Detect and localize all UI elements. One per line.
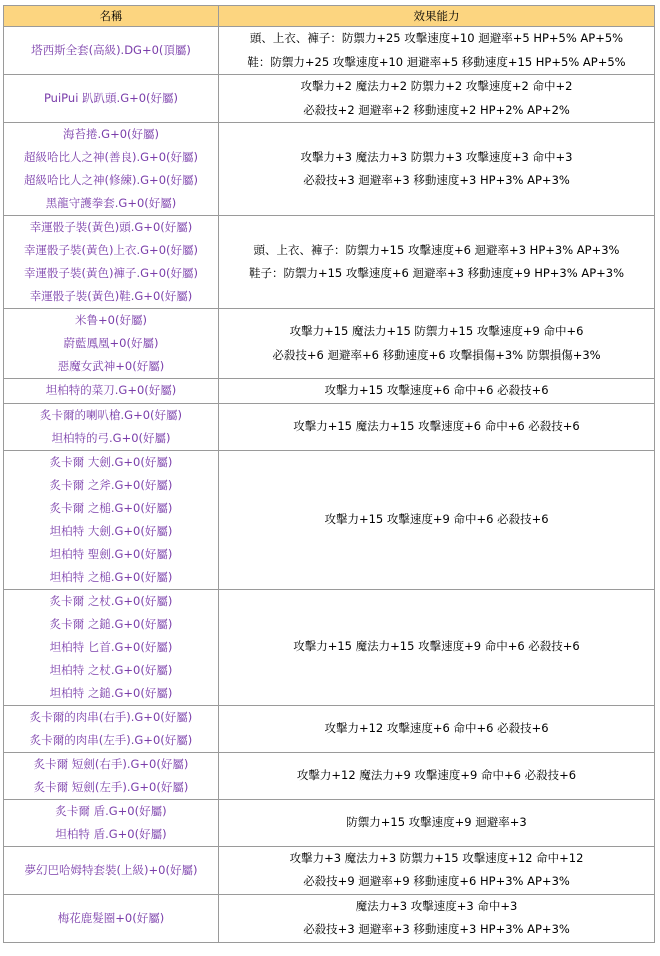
table-row xyxy=(4,799,655,846)
effect-cell xyxy=(219,589,655,705)
effect-text: 必殺技+3 迴避率+3 移動速度+3 HP+3% AP+3% xyxy=(303,173,570,187)
item-name: 塔西斯全套(高級).DG+0(頂屬) xyxy=(31,43,191,57)
table-row xyxy=(4,75,655,123)
item-name-cell xyxy=(4,589,219,705)
item-name: 炙卡爾的喇叭槍.G+0(好屬) xyxy=(40,407,182,422)
table-row xyxy=(4,589,655,705)
item-name: 夢幻巴哈姆特套裝(上級)+0(好屬) xyxy=(24,862,198,877)
table-row xyxy=(4,846,655,894)
table-row xyxy=(4,27,655,75)
item-name: 坦柏特的弓.G+0(好屬) xyxy=(51,430,171,445)
effect-cell xyxy=(219,309,655,379)
item-name: 炙卡爾的肉串(右手).G+0(好屬) xyxy=(29,709,193,724)
effect-text: 魔法力+3 攻擊速度+3 命中+3 xyxy=(355,898,518,913)
item-name-cell xyxy=(4,309,219,379)
item-name-cell xyxy=(4,846,219,894)
effect-text: 必殺技+9 迴避率+9 移動速度+6 HP+3% AP+3% xyxy=(303,874,570,888)
item-name: 坦柏特 聖劍.G+0(好屬) xyxy=(49,546,173,561)
item-name-cell xyxy=(4,894,219,942)
table-row xyxy=(4,123,655,216)
item-name-cell xyxy=(4,75,219,123)
item-name: 海苔捲.G+0(好屬) xyxy=(63,127,159,141)
item-name: 坦柏特 盾.G+0(好屬) xyxy=(55,826,167,841)
effect-cell xyxy=(219,216,655,309)
table-row xyxy=(4,216,655,309)
effect-text: 攻擊力+15 魔法力+15 攻擊速度+6 命中+6 必殺技+6 xyxy=(293,418,580,433)
item-name: 幸運骰子裝(黃色)上衣.G+0(好屬) xyxy=(24,243,198,257)
table-body xyxy=(4,27,655,943)
effect-cell xyxy=(219,752,655,799)
item-name: 幸運骰子裝(黃色)頭.G+0(好屬) xyxy=(29,220,193,234)
item-name: 惡魔女武神+0(好屬) xyxy=(57,359,165,373)
item-name: 梅花鹿髮圈+0(好屬) xyxy=(57,910,165,925)
table-row xyxy=(4,450,655,589)
effect-text: 攻擊力+12 魔法力+9 攻擊速度+9 命中+6 必殺技+6 xyxy=(296,767,577,782)
item-name: 坦柏特 之槌.G+0(好屬) xyxy=(49,569,173,584)
effect-text: 攻擊力+3 魔法力+3 防禦力+15 攻擊速度+12 命中+12 xyxy=(289,850,584,865)
effect-cell xyxy=(219,27,655,75)
item-name-cell xyxy=(4,27,219,75)
item-effects-table xyxy=(3,5,655,943)
item-name: 蔚藍鳳凰+0(好屬) xyxy=(63,336,159,350)
item-name: 米鲁+0(好屬) xyxy=(75,313,147,327)
table-row xyxy=(4,379,655,404)
effect-cell xyxy=(219,403,655,450)
item-name: 坦柏特 之鎚.G+0(好屬) xyxy=(49,685,173,700)
header-name: 名稱 xyxy=(4,6,219,27)
item-name: 坦柏特 之杖.G+0(好屬) xyxy=(49,662,173,677)
effect-cell xyxy=(219,799,655,846)
item-name-cell xyxy=(4,752,219,799)
effect-cell xyxy=(219,846,655,894)
effect-text: 鞋：防禦力+25 攻擊速度+10 迴避率+5 移動速度+15 HP+5% AP+5% xyxy=(247,54,626,69)
item-name: 炙卡爾 之斧.G+0(好屬) xyxy=(49,477,173,492)
item-name: 炙卡爾 短劍(右手).G+0(好屬) xyxy=(33,756,189,771)
item-name-cell xyxy=(4,450,219,589)
effect-text: 攻擊力+15 魔法力+15 防禦力+15 攻擊速度+9 命中+6 xyxy=(289,324,584,338)
effect-text: 必殺技+6 迴避率+6 移動速度+6 攻擊損傷+3% 防禦損傷+3% xyxy=(272,347,601,362)
table-row xyxy=(4,705,655,752)
table-row xyxy=(4,894,655,942)
effect-cell xyxy=(219,123,655,216)
effect-text: 必殺技+2 迴避率+2 移動速度+2 HP+2% AP+2% xyxy=(303,102,570,117)
effect-text: 攻擊力+15 魔法力+15 攻擊速度+9 命中+6 必殺技+6 xyxy=(293,639,580,654)
item-name: 坦柏特的菜刀.G+0(好屬) xyxy=(45,383,177,398)
effect-text: 攻擊力+3 魔法力+3 防禦力+3 攻擊速度+3 命中+3 xyxy=(300,149,573,164)
item-name-cell xyxy=(4,705,219,752)
item-name: 炙卡爾 之杖.G+0(好屬) xyxy=(49,593,173,608)
effect-text: 鞋子：防禦力+15 攻擊速度+6 迴避率+3 移動速度+9 HP+3% AP+3% xyxy=(248,266,625,280)
item-name: 炙卡爾的肉串(左手).G+0(好屬) xyxy=(29,732,193,747)
item-name: 超級哈比人之神(善良).G+0(好屬) xyxy=(24,150,198,164)
effect-cell xyxy=(219,450,655,589)
effect-text: 攻擊力+15 攻擊速度+9 命中+6 必殺技+6 xyxy=(324,511,549,526)
effect-text: 頭、上衣、褲子：防禦力+15 攻擊速度+6 迴避率+3 HP+3% AP+3% xyxy=(253,242,620,257)
effect-text: 攻擊力+2 魔法力+2 防禦力+2 攻擊速度+2 命中+2 xyxy=(300,79,573,93)
effect-text: 攻擊力+15 攻擊速度+6 命中+6 必殺技+6 xyxy=(324,383,549,397)
item-name: 炙卡爾 之鎚.G+0(好屬) xyxy=(49,616,173,631)
effect-cell xyxy=(219,894,655,942)
item-name: 超級哈比人之神(修練).G+0(好屬) xyxy=(24,173,198,187)
effect-cell xyxy=(219,379,655,404)
item-name-cell xyxy=(4,799,219,846)
item-name: 坦柏特 大劍.G+0(好屬) xyxy=(49,523,173,538)
table-row xyxy=(4,752,655,799)
effect-text: 攻擊力+12 攻擊速度+6 命中+6 必殺技+6 xyxy=(324,720,549,735)
item-name-cell xyxy=(4,216,219,309)
effect-text: 防禦力+15 攻擊速度+9 迴避率+3 xyxy=(346,814,527,829)
table-row xyxy=(4,403,655,450)
item-name: 炙卡爾 之槌.G+0(好屬) xyxy=(49,500,173,515)
effect-text: 必殺技+3 迴避率+3 移動速度+3 HP+3% AP+3% xyxy=(303,922,570,936)
item-name-cell xyxy=(4,403,219,450)
table-header-row xyxy=(4,6,655,27)
effect-cell xyxy=(219,75,655,123)
table-row xyxy=(4,309,655,379)
item-name: 幸運骰子裝(黃色)鞋.G+0(好屬) xyxy=(29,289,193,303)
header-effect: 效果能力 xyxy=(219,6,655,27)
item-name: 黑龍守護拳套.G+0(好屬) xyxy=(45,196,177,210)
item-name-cell xyxy=(4,123,219,216)
effect-cell xyxy=(219,705,655,752)
item-name: 坦柏特 匕首.G+0(好屬) xyxy=(49,639,173,654)
item-name: 炙卡爾 大劍.G+0(好屬) xyxy=(49,454,173,469)
item-name: 炙卡爾 盾.G+0(好屬) xyxy=(55,803,167,818)
item-name: 炙卡爾 短劍(左手).G+0(好屬) xyxy=(33,779,189,794)
effect-text: 頭、上衣、褲子：防禦力+25 攻擊速度+10 迴避率+5 HP+5% AP+5% xyxy=(249,31,624,45)
item-name: PuiPui 趴趴頭.G+0(好屬) xyxy=(43,91,179,105)
item-name-cell xyxy=(4,379,219,404)
item-name: 幸運骰子裝(黃色)褲子.G+0(好屬) xyxy=(24,266,198,280)
